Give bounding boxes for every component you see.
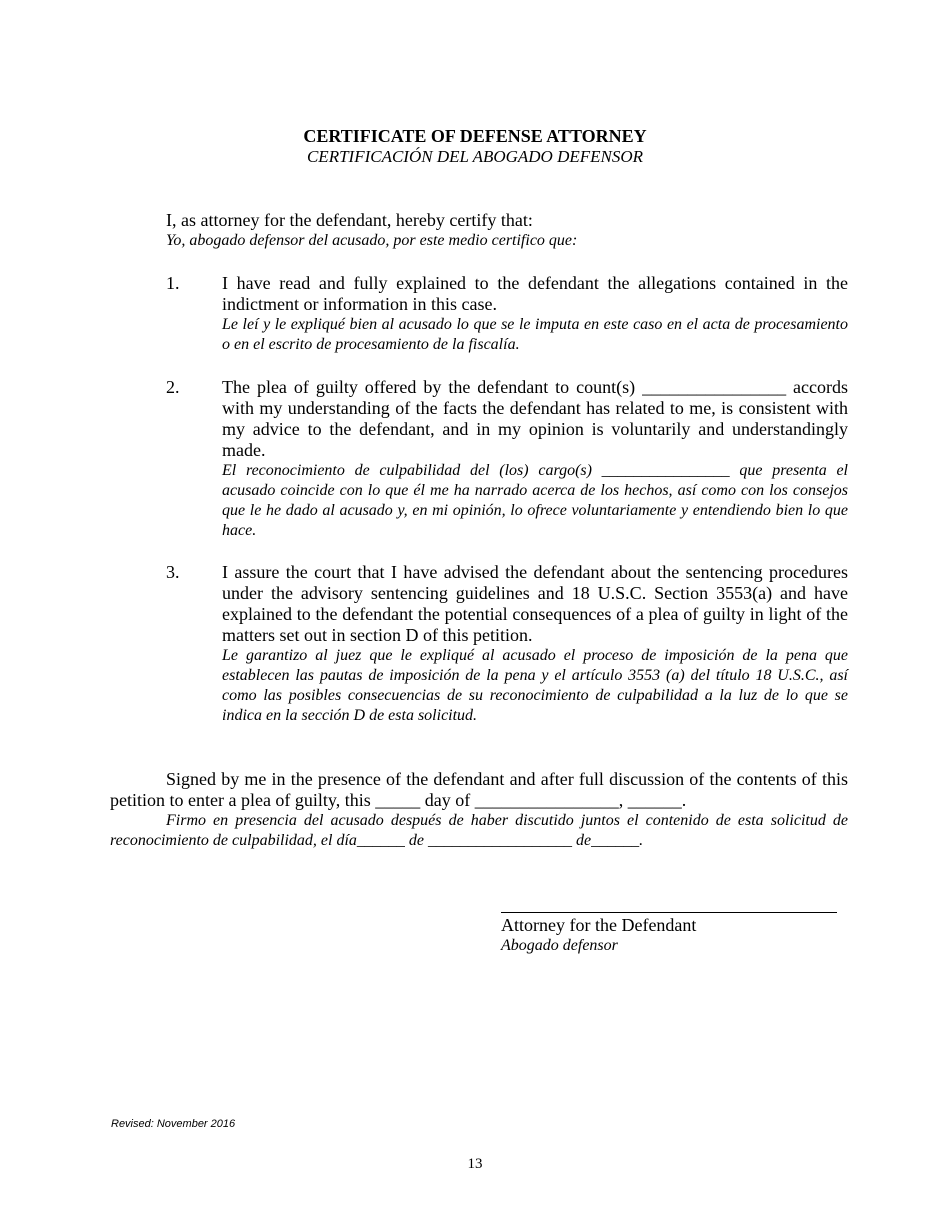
title-block (0, 126, 950, 167)
item-number: 3. (166, 562, 180, 582)
item-text-es: El reconocimiento de culpabilidad del (los) cargo(s) ________________ que presenta el acusado coincide con lo que él me ha narrado acerca de los hechos, así como con los consejos que le he dado al acusado y, en mi opinión, lo ofrece voluntariamente y entendiendo bien lo que hace. (222, 462, 848, 539)
intro-statement (166, 210, 848, 251)
signature-block (501, 915, 841, 956)
revision-note: Revised: November 2016 (111, 1118, 236, 1130)
signature-label-en: Attorney for the Defendant (501, 915, 697, 935)
page-subtitle: CERTIFICACIÓN DEL ABOGADO DEFENSOR (306, 147, 644, 166)
page-number: 13 (467, 1156, 483, 1172)
item-text-en: The plea of guilty offered by the defendant to count(s) ________________ accords with my understanding of the facts the defendant has related to me, is consistent with my advice to the defendant, and in my opinion is voluntarily and understandingly made. (222, 377, 848, 460)
item-text-en: I have read and fully explained to the defendant the allegations contained in the indictment or information in this case. (222, 273, 848, 314)
item-number: 2. (166, 377, 180, 397)
certification-item (166, 562, 848, 726)
item-text-es: Le garantizo al juez que le expliqué al acusado el proceso de imposición de la pena que establecen las pautas de imposición de la pena y el artículo 3553 (a) del título 18 U.S.C., así como las posibles consecuencias de su reconocimiento de culpabilidad a la luz de lo que se indica en la sección D de esta solicitud. (222, 647, 848, 724)
certification-item (166, 377, 848, 541)
item-text-en: I assure the court that I have advised the defendant about the sentencing procedures under the advisory sentencing guidelines and 18 U.S.C. Section 3553(a) and have explained to the defendant the potential consequences of a plea of guilty in light of the matters set out in section D of this petition. (222, 562, 848, 645)
item-number: 1. (166, 273, 180, 293)
signed-text-en: Signed by me in the presence of the defendant and after full discussion of the contents of this petition to enter a plea of guilty, this _____ day of ________________, ______. (110, 769, 848, 810)
certification-item (166, 273, 848, 355)
signature-line[interactable] (501, 912, 837, 913)
signature-label-es: Abogado defensor (501, 937, 618, 954)
signature-statement (110, 769, 848, 851)
item-text-es: Le leí y le expliqué bien al acusado lo que se le imputa en este caso en el acta de procesamiento o en el escrito de procesamiento de la fiscalía. (222, 316, 848, 353)
page-title: CERTIFICATE OF DEFENSE ATTORNEY (303, 126, 647, 146)
signed-text-es: Firmo en presencia del acusado después de haber discutido juntos el contenido de esta solicitud de reconocimiento de culpabilidad, el día______ de __________________ de______. (110, 812, 848, 849)
intro-text-es: Yo, abogado defensor del acusado, por este medio certifico que: (166, 232, 578, 249)
intro-text-en: I, as attorney for the defendant, hereby certify that: (166, 210, 533, 230)
